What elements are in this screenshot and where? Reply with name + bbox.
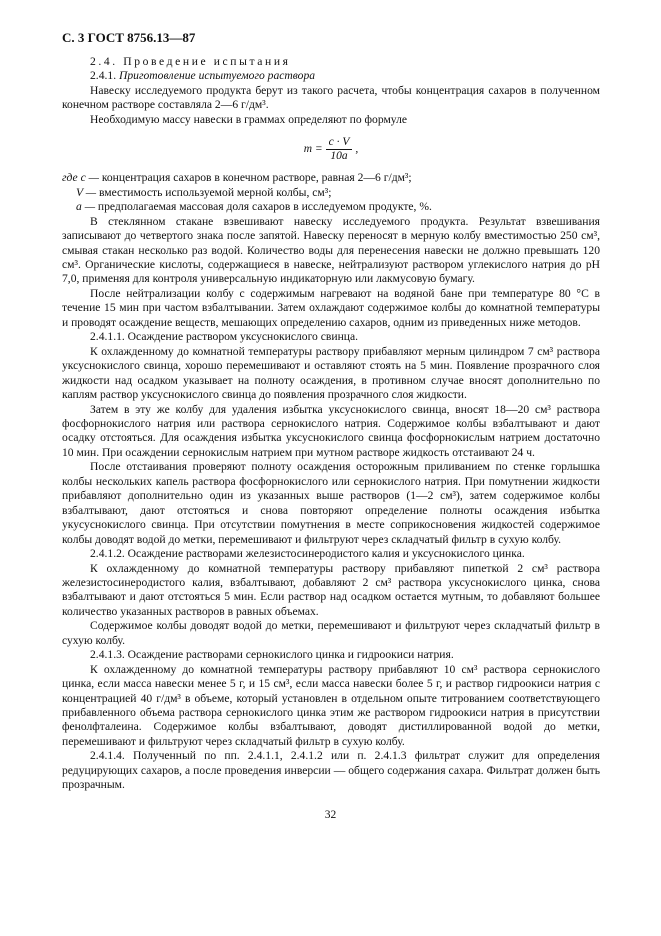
subsection-heading <box>62 69 600 83</box>
clause-heading: 2.4.1.2. Осаждение растворами железистосинеродистого калия и уксуснокислого цинка. <box>90 547 525 561</box>
paragraph: Затем в эту же колбу для удаления избытка уксуснокислого свинца, вносят 18—20 см³ раствора фосфорнокислого натрия или раствора сернокислого натрия. Содержимое колбы взбалтывают и дают осадку отстояться. Для осаждения избытка уксуснокислого свинца фосфорнокислым натрием достаточно 10 мин. При осаждении сернокислым натрием при мутном растворе жидкость отстаивают 24 ч. <box>62 402 600 459</box>
paragraph: Навеску исследуемого продукта берут из такого расчета, чтобы концентрация сахаров в полученном конечном растворе составляла 2—6 г/дм³. <box>62 83 600 112</box>
subsection-number: 2.4.1. <box>90 69 117 83</box>
clause-heading: 2.4.1.1. Осаждение раствором уксуснокислого свинца. <box>90 330 359 344</box>
formula-tail: , <box>355 143 359 156</box>
section-heading: 2.4. Проведение испытания <box>90 55 291 68</box>
page-header: С. 3 ГОСТ 8756.13—87 <box>62 30 196 45</box>
paragraph: К охлажденному до комнатной температуры раствору прибавляют мерным цилиндром 7 см³ раствора уксуснокислого свинца, хорошо перемешивают и оставляют стоять на 5 мин. Появление прозрачного слоя жидкости над осадком указывает на полноту осаждения, в противном случае вносят дополнительно по каплям раствор уксуснокислого свинца до появления прозрачного слоя жидкости. <box>62 344 600 402</box>
paragraph: После отстаивания проверяют полноту осаждения осторожным приливанием по стенке горлышка колбы нескольких капель раствора фосфорнокислого или сернокислого натрия. При помутнении жидкости прибавляют дополнительно один из указанных выше растворов (1—2 см³), затем содержимое колбы взбалтывают, дают отстояться и снова повторяют определение полноты осаждения избытка укусуснокислого свинца. При отсутствии помутнения в месте соприкосновения жидкостей содержимое колбы доводят водой до метки, перемешивают и фильтруют через складчатый фильтр в сухую колбу. <box>62 460 600 546</box>
formula-numerator: c · V <box>326 136 353 150</box>
paragraph: После нейтрализации колбу с содержимым нагревают на водяной бане при температуре 80 °С в течение 15 мин при частом взбалтывании. Затем охлаждают содержимое колбы до комнатной температуры и проводят осаждение веществ, мешающих определению сахаров, одним из приведенных ниже методов. <box>62 286 600 329</box>
formula-fraction <box>326 136 353 163</box>
definition-symbol: где c — <box>62 171 99 185</box>
formula-lhs: m = <box>303 143 323 156</box>
definition-text: вместимость используемой мерной колбы, см³; <box>99 185 332 199</box>
paragraph: 2.4.1.4. Полученный по пп. 2.4.1.1, 2.4.1.2 или п. 2.4.1.3 фильтрат служит для определения редуцирующих сахаров, а после проведения инверсии — общего содержания сахара. Фильтрат должен быть прозрачным. <box>62 749 600 792</box>
paragraph: К охлажденному до комнатной температуры раствору прибавляют 10 см³ раствора сернокислого цинка, если масса навески менее 5 г, и 15 см³, если масса навески более 5 г, и раствор гидроокиси натрия с концентрацией 40 г/дм³ в объеме, который установлен в отдельном опыте титрованием соответствующего прибавленного объема раствора сернокислого цинка этим же раствором гидроокиси натрия в присутствии фенолфталеина. Содержимое колбы взбалтывают, доводят дистиллированной водой до метки, перемешивают и фильтруют через складчатый фильтр в сухую колбу. <box>62 662 600 748</box>
definition-text: концентрация сахаров в конечном растворе, равная 2—6 г/дм³; <box>101 171 412 185</box>
page-number: 32 <box>324 809 337 821</box>
paragraph: Содержимое колбы доводят водой до метки, перемешивают и фильтруют через складчатый фильтр в сухую колбу. <box>62 619 600 647</box>
formula-denominator: 10a <box>330 149 348 162</box>
subsection-title: Приготовление испытуемого раствора <box>119 69 316 83</box>
formula <box>62 127 600 171</box>
definition-item <box>62 186 600 200</box>
definition-symbol: a — <box>76 200 96 214</box>
definition-symbol: V — <box>76 185 97 199</box>
document-body <box>62 55 600 793</box>
definition-item <box>62 171 600 185</box>
paragraph: Необходимую массу навески в граммах определяют по формуле <box>90 112 408 126</box>
paragraph: В стеклянном стакане взвешивают навеску исследуемого продукта. Результат взвешивания записывают до четвертого знака после запятой. Навеску переносят в мерную колбу вместимостью 250 см³, смывая стакан несколько раз водой. Количество воды для перенесения навески не должно превышать 120 см³. Органические кислоты, содержащиеся в навеске, нейтрализуют раствором углекислого натрия до pH 7,0, применяя для контроля универсальную индикаторную или лакмусовую бумагу. <box>62 214 600 286</box>
definition-item <box>62 200 600 214</box>
paragraph: К охлажденному до комнатной температуры раствору прибавляют пипеткой 2 см³ раствора железистосинеродистого калия, взбалтывают, добавляют 2 см³ раствора уксуснокислого цинка, снова взбалтывают и дают отстояться 5 мин. Если раствор над осадком остается мутным, то добавляют большее количество указанных растворов в равных объемах. <box>62 561 600 618</box>
clause-heading: 2.4.1.3. Осаждение растворами сернокислого цинка и гидроокиси натрия. <box>90 648 454 662</box>
definition-text: предполагаемая массовая доля сахаров в исследуемом продукте, %. <box>97 200 432 214</box>
